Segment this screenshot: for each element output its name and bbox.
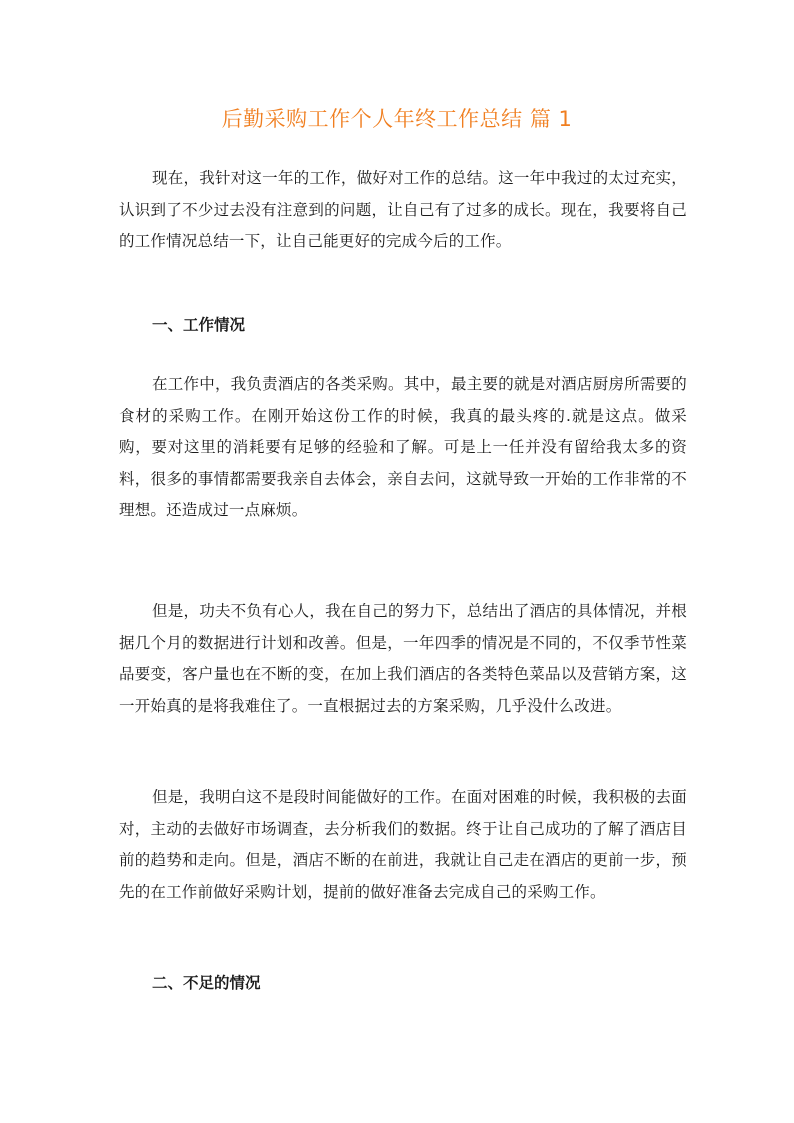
body-paragraph: 在工作中，我负责酒店的各类采购。其中，最主要的就是对酒店厨房所需要的食材的采购工作。在刚开始这份工作的时候，我真的最头疼的.就是这点。做采购，要对这里的消耗要有足够的经验和了解。可是上一任并没有留给我太多的资料，很多的事情都需要我亲自去体会，亲自去问，这就导致一开始的工作非常的不理想。还造成过一点麻烦。 [119,375,687,519]
section-heading-work-status: 一、工作情况 [152,316,246,334]
body-paragraph: 但是，我明白这不是段时间能做好的工作。在面对困难的时候，我积极的去面对，主动的去做好市场调查，去分析我们的数据。终于让自己成功的了解了酒店目前的趋势和走向。但是，酒店不断的在前进，我就让自己走在酒店的更前一步，预先的在工作前做好采购计划，提前的做好准备去完成自己的采购工作。 [119,788,687,901]
body-paragraph: 但是，功夫不负有心人，我在自己的努力下，总结出了酒店的具体情况，并根据几个月的数据进行计划和改善。但是，一年四季的情况是不同的，不仅季节性菜品要变，客户量也在不断的变，在加上我们酒店的各类特色菜品以及营销方案，这一开始真的是将我难住了。一直根据过去的方案采购，几乎没什么改进。 [119,602,687,715]
section-heading-shortcomings: 二、不足的情况 [152,974,261,992]
document-title: 后勤采购工作个人年终工作总结 篇 1 [221,107,573,131]
intro-paragraph: 现在，我针对这一年的工作，做好对工作的总结。这一年中我过的太过充实，认识到了不少过去没有注意到的问题，让自己有了过多的成长。现在，我要将自己的工作情况总结一下，让自己能更好的完成今后的工作。 [119,169,687,250]
